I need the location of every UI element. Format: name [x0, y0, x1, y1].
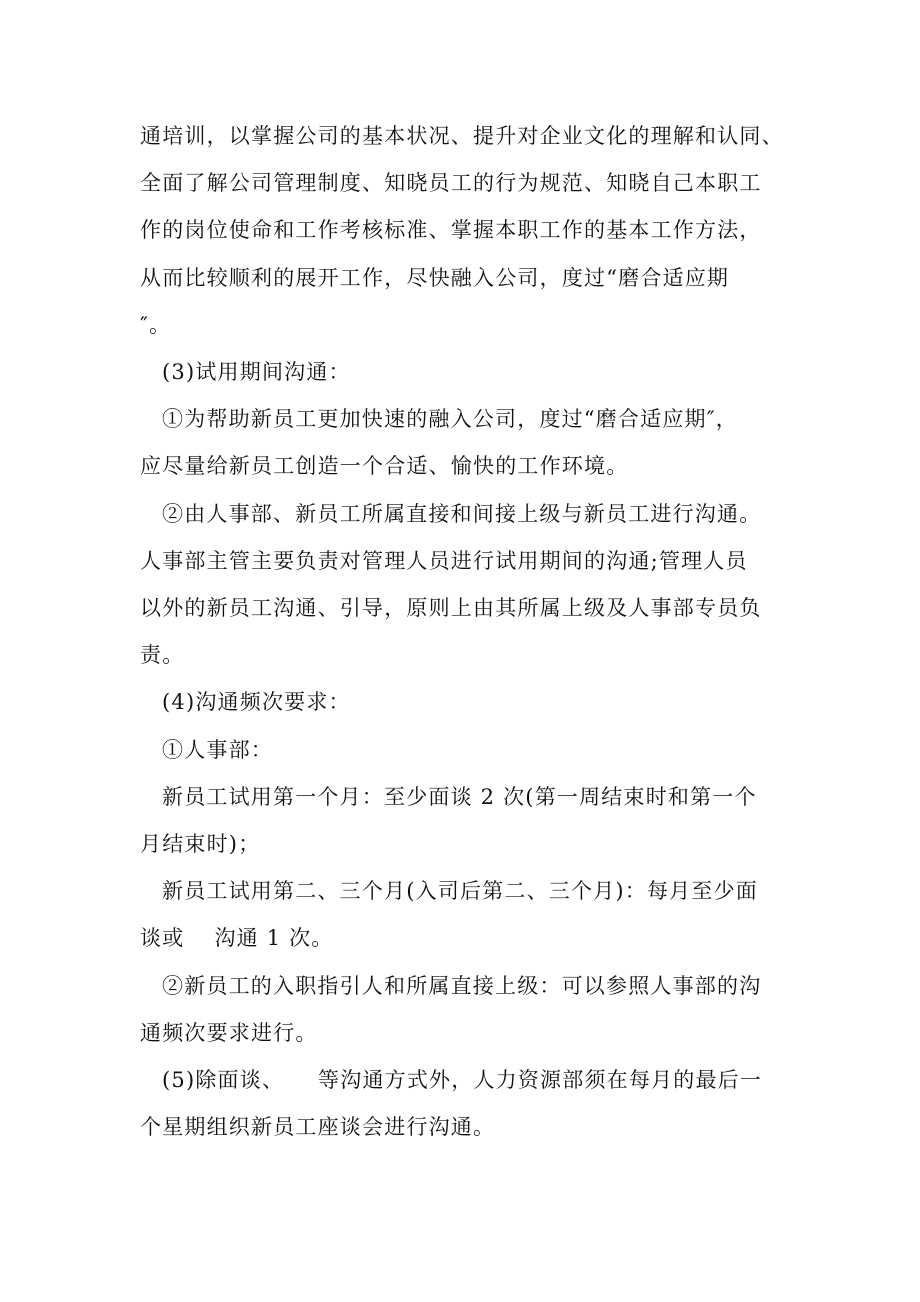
paragraph-section-4-item-1 [140, 727, 800, 774]
text-line: ①人事部： [162, 737, 273, 762]
text-line: ②由人事部、新员工所属直接和间接上级与新员工进行沟通。 [162, 501, 762, 526]
paragraph-section-5 [140, 1057, 800, 1151]
paragraph-section-3-item-2 [140, 491, 800, 680]
text-line: (5)除面谈、 等沟通方式外，人力资源部须在每月的最后一 [162, 1068, 763, 1093]
paragraph-section-4-month-2-3 [140, 868, 800, 962]
text-line: 应尽量给新员工创造一个合适、愉快的工作环境。 [140, 454, 629, 479]
text-line: 通培训，以掌握公司的基本状况、提升对企业文化的理解和认同、 [140, 124, 784, 148]
text-line: ②新员工的入职指引人和所属直接上级：可以参照人事部的沟 [162, 973, 762, 998]
text-line: 月结束时)； [140, 832, 261, 857]
text-line: 谈或 沟通 1 次。 [140, 926, 334, 951]
paragraph-section-4-month-1 [140, 774, 800, 868]
text-line: 新员工试用第一个月：至少面谈 2 次(第一周结束时和第一个 [162, 784, 757, 809]
paragraph-section-3-heading [140, 349, 800, 396]
text-line: 以外的新员工沟通、引导，原则上由其所属上级及人事部专员负 [140, 596, 762, 621]
text-line: 从而比较顺利的展开工作，尽快融入公司，度过“磨合适应期 [140, 265, 730, 290]
paragraph-section-3-item-1 [140, 396, 800, 490]
text-line: ″。 [140, 312, 172, 337]
text-line: (4)沟通频次要求： [162, 690, 351, 715]
text-line: 全面了解公司管理制度、知晓员工的行为规范、知晓自己本职工 [140, 171, 762, 196]
text-line: 人事部主管主要负责对管理人员进行试用期间的沟通;管理人员 [140, 548, 748, 573]
text-line: 个星期组织新员工座谈会进行沟通。 [140, 1115, 496, 1140]
paragraph-section-4-heading [140, 679, 800, 726]
text-line: (3)试用期间沟通： [162, 360, 351, 385]
document-body [140, 113, 800, 1151]
paragraph-intro-continuation [140, 113, 800, 349]
text-line: 责。 [140, 643, 185, 668]
paragraph-section-4-item-2 [140, 963, 800, 1057]
text-line: ①为帮助新员工更加快速的融入公司，度过“磨合适应期″， [162, 407, 738, 432]
text-line: 新员工试用第二、三个月(入司后第二、三个月)：每月至少面 [162, 879, 758, 904]
text-line: 作的岗位使命和工作考核标准、掌握本职工作的基本工作方法， [140, 218, 762, 243]
text-line: 通频次要求进行。 [140, 1020, 318, 1045]
